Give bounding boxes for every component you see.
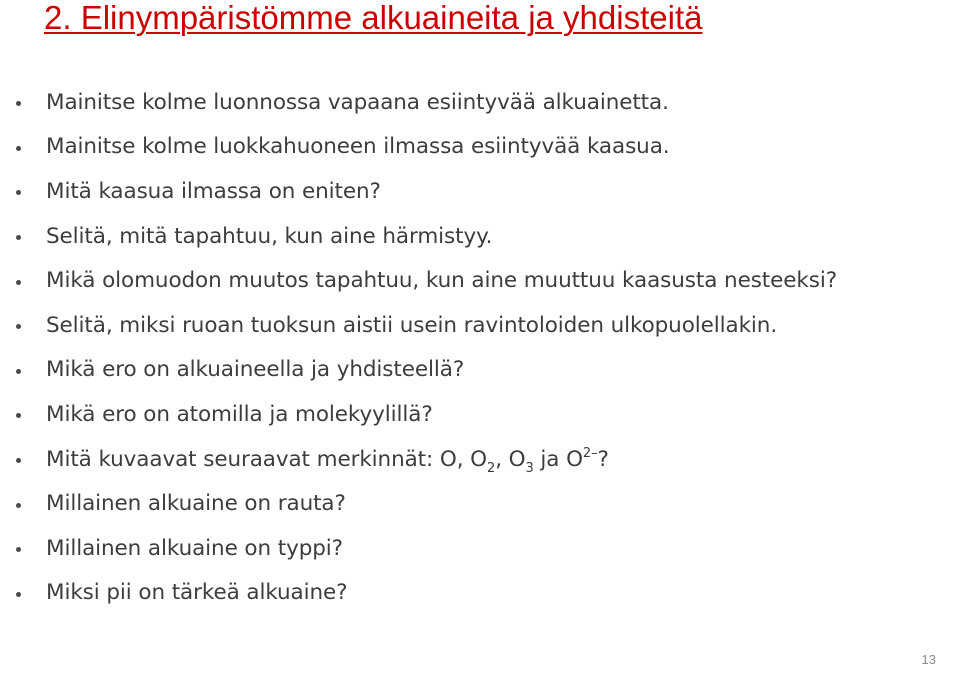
list-item bbox=[14, 214, 837, 259]
question-text: Mainitse kolme luokkahuoneen ilmassa esiintyvää kaasua. bbox=[46, 134, 670, 160]
bullet-icon bbox=[16, 146, 21, 151]
question-list bbox=[14, 80, 837, 615]
list-item bbox=[14, 526, 837, 571]
question-text: Mainitse kolme luonnossa vapaana esiintyvää alkuainetta. bbox=[46, 89, 669, 115]
bullet-icon bbox=[16, 190, 21, 195]
question-text: Mikä ero on atomilla ja molekyylillä? bbox=[46, 401, 433, 427]
bullet-icon bbox=[16, 101, 21, 106]
question-text: Millainen alkuaine on rauta? bbox=[46, 491, 346, 517]
question-text: Millainen alkuaine on typpi? bbox=[46, 535, 343, 561]
bullet-icon bbox=[16, 503, 21, 508]
question-text: Selitä, mitä tapahtuu, kun aine härmistyy. bbox=[46, 223, 493, 249]
list-item bbox=[14, 392, 837, 437]
bullet-icon bbox=[16, 280, 21, 285]
formula-subscript-2: 2 bbox=[487, 460, 496, 476]
question-text: Miksi pii on tärkeä alkuaine? bbox=[46, 580, 348, 606]
question-text: Mikä ero on alkuaineella ja yhdisteellä? bbox=[46, 357, 465, 383]
formula-text-mid2: ja O bbox=[533, 446, 583, 472]
formula-superscript-charge: 2– bbox=[582, 445, 598, 461]
list-item bbox=[14, 303, 837, 348]
formula-subscript-3: 3 bbox=[525, 460, 534, 476]
formula-text-suffix: ? bbox=[597, 446, 609, 472]
formula-text-prefix: Mitä kuvaavat seuraavat merkinnät: O, O bbox=[46, 446, 488, 472]
question-text: Mitä kaasua ilmassa on eniten? bbox=[46, 178, 381, 204]
bullet-icon bbox=[16, 592, 21, 597]
list-item bbox=[14, 437, 837, 482]
question-text-formula bbox=[46, 445, 609, 476]
bullet-icon bbox=[16, 235, 21, 240]
formula-text-mid: , O bbox=[495, 446, 526, 472]
list-item bbox=[14, 80, 837, 125]
question-text: Mikä olomuodon muutos tapahtuu, kun aine muuttuu kaasusta nesteeksi? bbox=[46, 268, 838, 294]
bullet-icon bbox=[16, 413, 21, 418]
bullet-icon bbox=[16, 547, 21, 552]
list-item bbox=[14, 481, 837, 526]
page-number: 13 bbox=[921, 652, 936, 667]
bullet-icon bbox=[16, 458, 21, 463]
bullet-icon bbox=[16, 369, 21, 374]
list-item bbox=[14, 125, 837, 170]
list-item bbox=[14, 348, 837, 393]
question-text: Selitä, miksi ruoan tuoksun aistii usein ravintoloiden ulkopuolellakin. bbox=[46, 312, 778, 338]
list-item bbox=[14, 258, 837, 303]
slide-title: 2. Elinympäristömme alkuaineita ja yhdisteitä bbox=[44, 0, 703, 36]
bullet-icon bbox=[16, 324, 21, 329]
list-item bbox=[14, 169, 837, 214]
list-item bbox=[14, 571, 837, 616]
